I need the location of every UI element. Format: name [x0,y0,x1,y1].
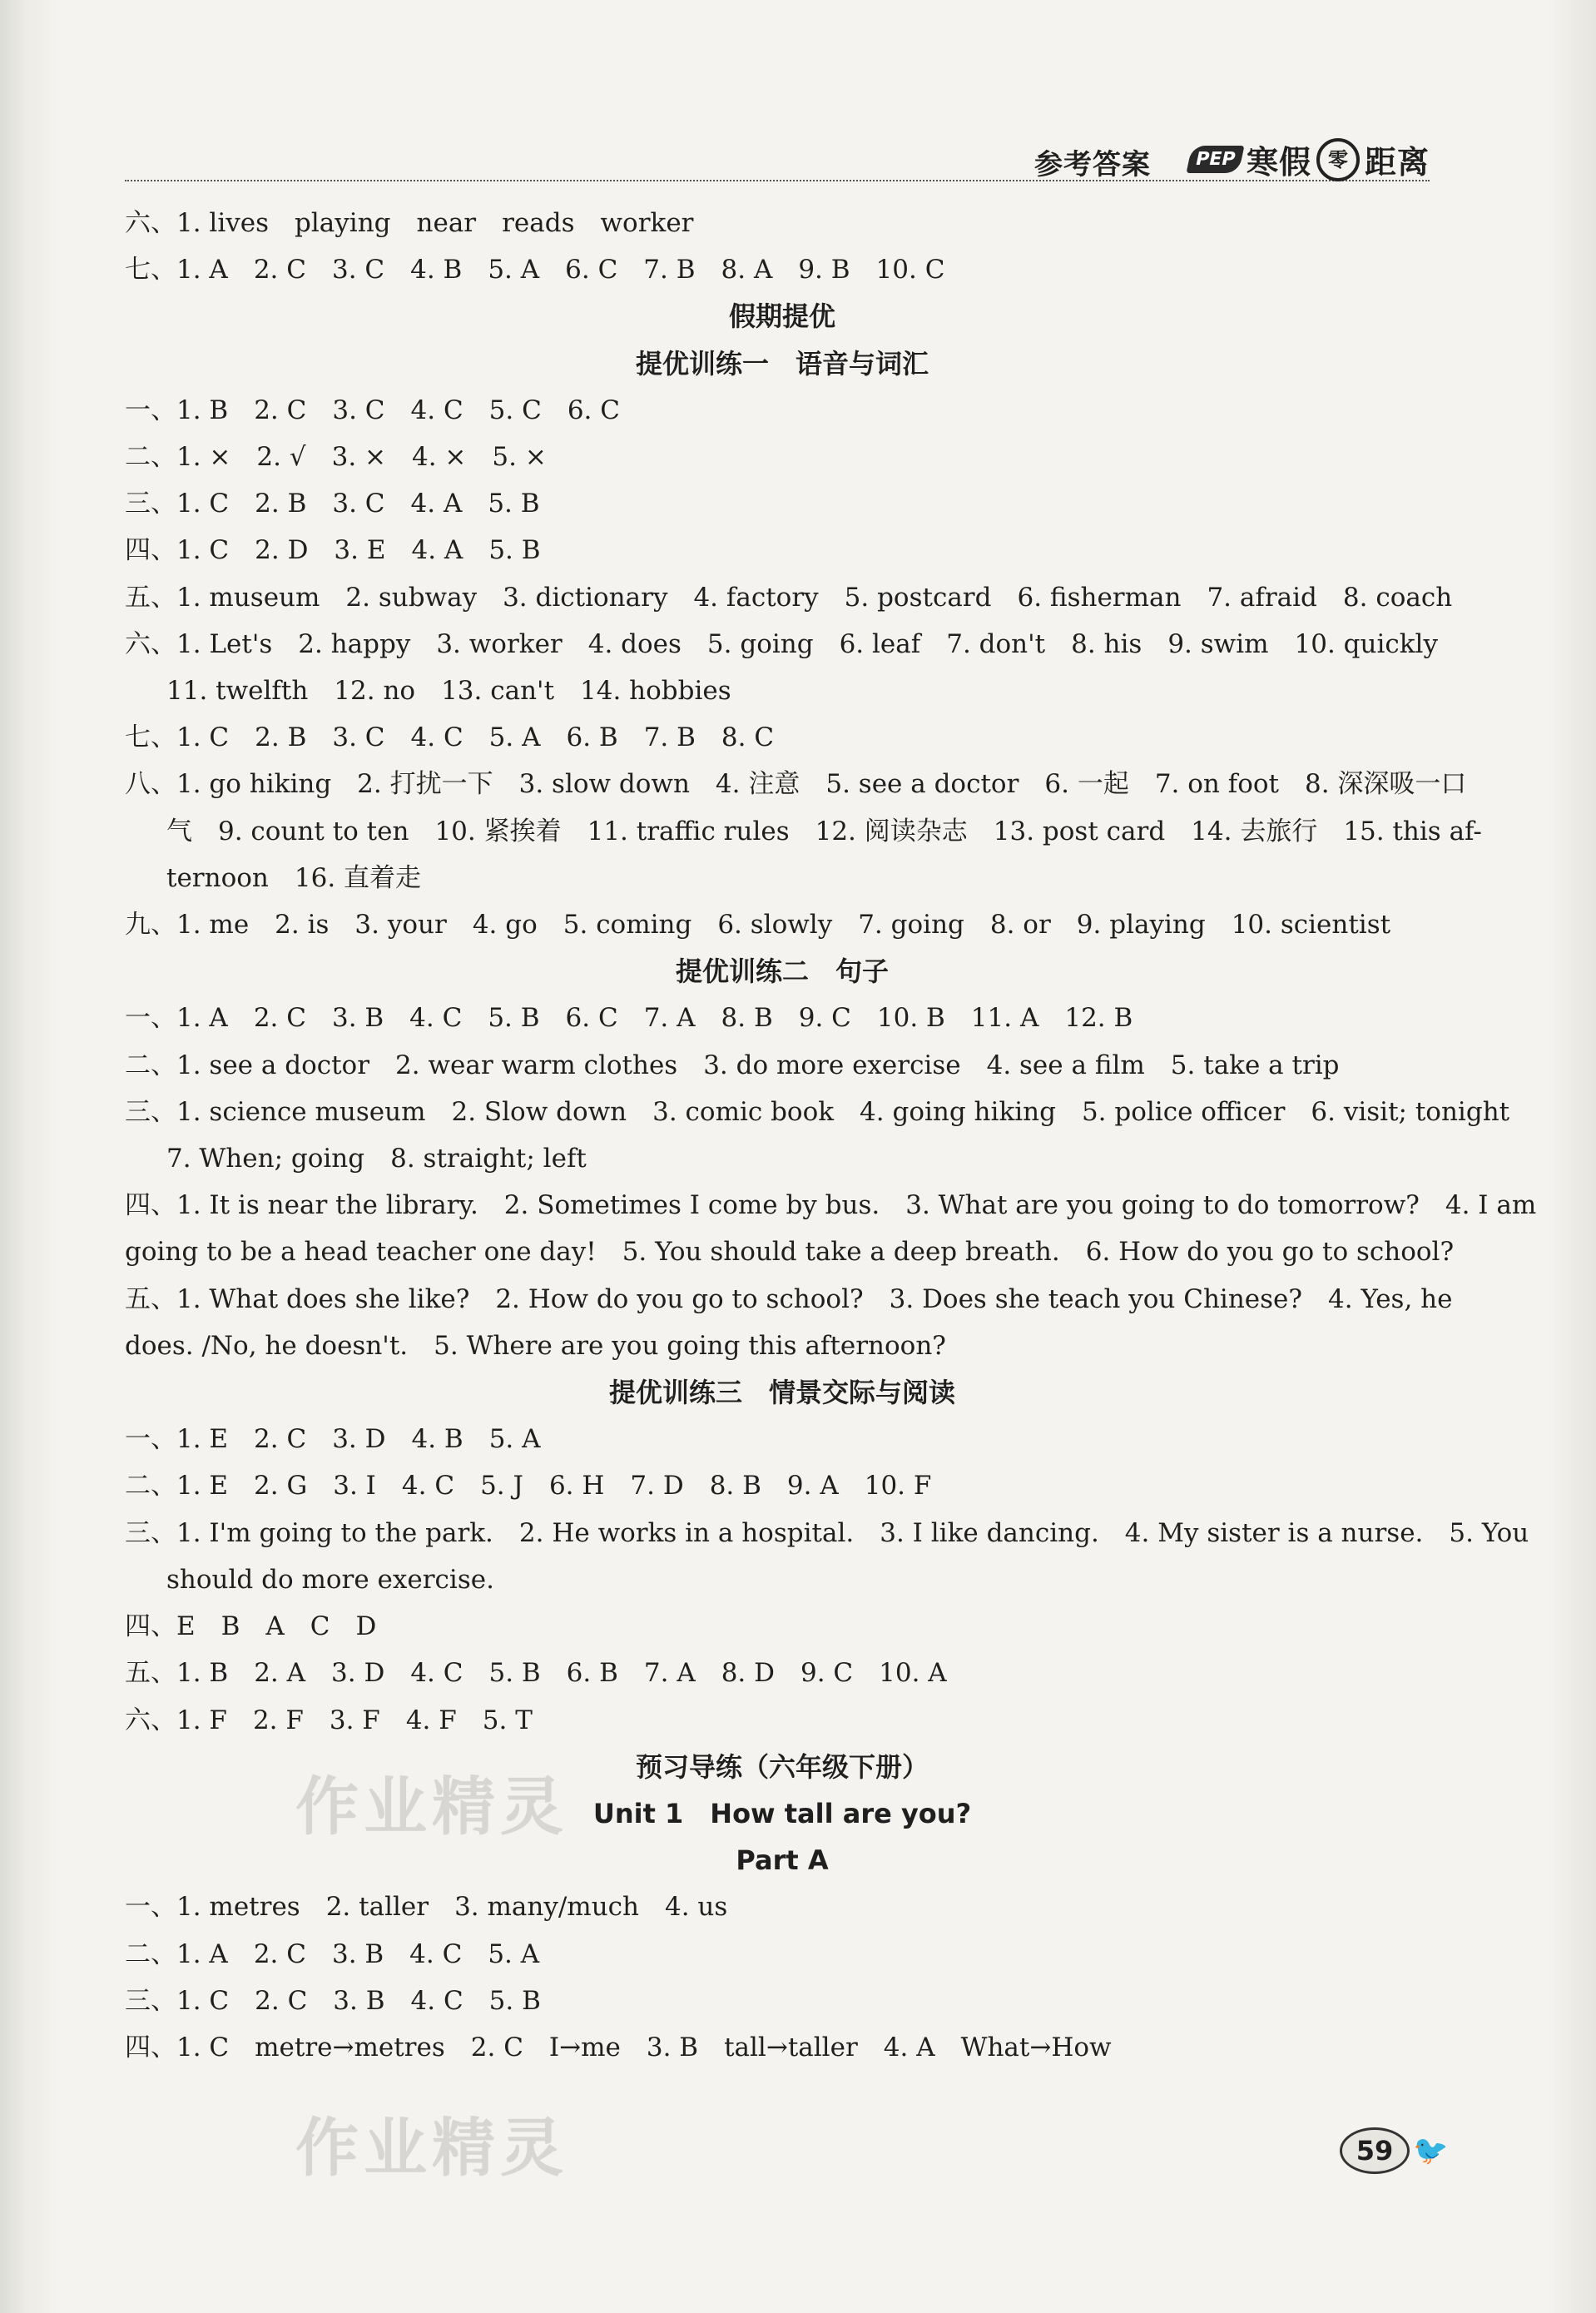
bird-icon: 🐦 [1413,2134,1449,2167]
answer-line: 二、1. E 2. G 3. I 4. C 5. J 6. H 7. D 8. B 9. A 10. F [125,1471,932,1501]
answer-line: 三、1. C 2. C 3. B 4. C 5. B [125,1985,541,2016]
brand-circle-zero: 零 [1316,138,1360,181]
answer-line: 四、1. It is near the library. 2. Sometimes I come by bus. 3. What are you going to do tomorrow? 4. I am [125,1190,1537,1221]
section-heading: 提优训练二 句子 [675,955,889,988]
section-heading: 假期提优 [728,300,835,333]
answer-line: 七、1. A 2. C 3. C 4. B 5. A 6. C 7. B 8. A 9. B 10. C [125,255,945,285]
answer-line: does. /No, he doesn't. 5. Where are you going this afternoon? [125,1330,946,1361]
answer-line: 五、1. What does she like? 2. How do you go to school? 3. Does she teach you Chinese? 4. Yes, he [125,1283,1453,1314]
answer-line: 一、1. A 2. C 3. B 4. C 5. B 6. C 7. A 8. B 9. C 10. B 11. A 12. B [125,1003,1133,1034]
answer-line: 三、1. C 2. B 3. C 4. A 5. B [125,489,540,519]
brand-text-distance: 距离 [1364,144,1430,181]
page-number: 59 [1340,2127,1410,2174]
section-heading: Part A [736,1844,829,1877]
page-header [125,133,1430,181]
answer-line: 五、1. B 2. A 3. D 4. C 5. B 6. B 7. A 8. D 9. C 10. A [125,1658,947,1689]
section-heading: 预习导练（六年级下册） [635,1750,929,1783]
watermark: 作业精灵 [295,1769,568,1844]
answer-line: 二、1. A 2. C 3. B 4. C 5. A [125,1938,540,1969]
brand-logo [1189,136,1430,182]
answer-line: 九、1. me 2. is 3. your 4. go 5. coming 6. slowly 7. going 8. or 9. playing 10. scientist [125,910,1391,941]
section-heading: Unit 1 How tall are you? [592,1797,972,1829]
answer-line: 五、1. museum 2. subway 3. dictionary 4. factory 5. postcard 6. fisherman 7. afraid 8. coach [125,582,1453,613]
section-heading: 提优训练一 语音与词汇 [635,347,929,380]
answer-line: 一、1. B 2. C 3. C 4. C 5. C 6. C [125,395,620,425]
answer-line: 四、E B A C D [125,1611,377,1642]
answer-line: 四、1. C 2. D 3. E 4. A 5. B [125,535,541,566]
answer-line: 三、1. science museum 2. Slow down 3. comic book 4. going hiking 5. police officer 6. visit; tonight [125,1096,1510,1127]
answer-line: 二、1. see a doctor 2. wear warm clothes 3. do more exercise 4. see a film 5. take a trip [125,1050,1340,1080]
answer-line: should do more exercise. [166,1564,494,1595]
answer-line: 三、1. I'm going to the park. 2. He works in a hospital. 3. I like dancing. 4. My sister is a nurse. 5. You [125,1517,1529,1548]
header-label: 参考答案 [1034,148,1151,181]
watermark: 作业精灵 [295,2111,568,2185]
answer-line: 八、1. go hiking 2. 打扰一下 3. slow down 4. 注意 5. see a doctor 6. 一起 7. on foot 8. 深深吸一口 [125,769,1467,800]
answer-line: 一、1. metres 2. taller 3. many/much 4. us [125,1892,728,1923]
answer-line: 六、1. F 2. F 3. F 4. F 5. T [125,1705,533,1735]
brand-text-winter: 寒假 [1246,144,1311,181]
answer-line: 气 9. count to ten 10. 紧挨着 11. traffic rules 12. 阅读杂志 13. post card 14. 去旅行 15. this af- [166,816,1482,846]
answer-line: 二、1. × 2. √ 3. × 4. × 5. × [125,442,547,473]
page-number-badge [1340,2127,1448,2174]
section-heading: 提优训练三 情景交际与阅读 [608,1377,955,1409]
answer-line: 四、1. C metre→metres 2. C I→me 3. B tall→taller 4. A What→How [125,2032,1112,2062]
answer-line: 六、1. Let's 2. happy 3. worker 4. does 5. going 6. leaf 7. don't 8. his 9. swim 10. quickly [125,628,1438,659]
answer-line: ternoon 16. 直着走 [166,862,422,893]
answer-line: 六、1. lives playing near reads worker [125,208,694,238]
answer-line: 七、1. C 2. B 3. C 4. C 5. A 6. B 7. B 8. C [125,722,775,753]
answer-line: 7. When; going 8. straight; left [166,1144,587,1174]
answer-line: 11. twelfth 12. no 13. can't 14. hobbies [166,676,731,707]
pep-badge: PEP [1186,146,1244,173]
answer-line: going to be a head teacher one day! 5. You should take a deep breath. 6. How do you go to school? [125,1237,1455,1268]
answer-line: 一、1. E 2. C 3. D 4. B 5. A [125,1424,541,1455]
